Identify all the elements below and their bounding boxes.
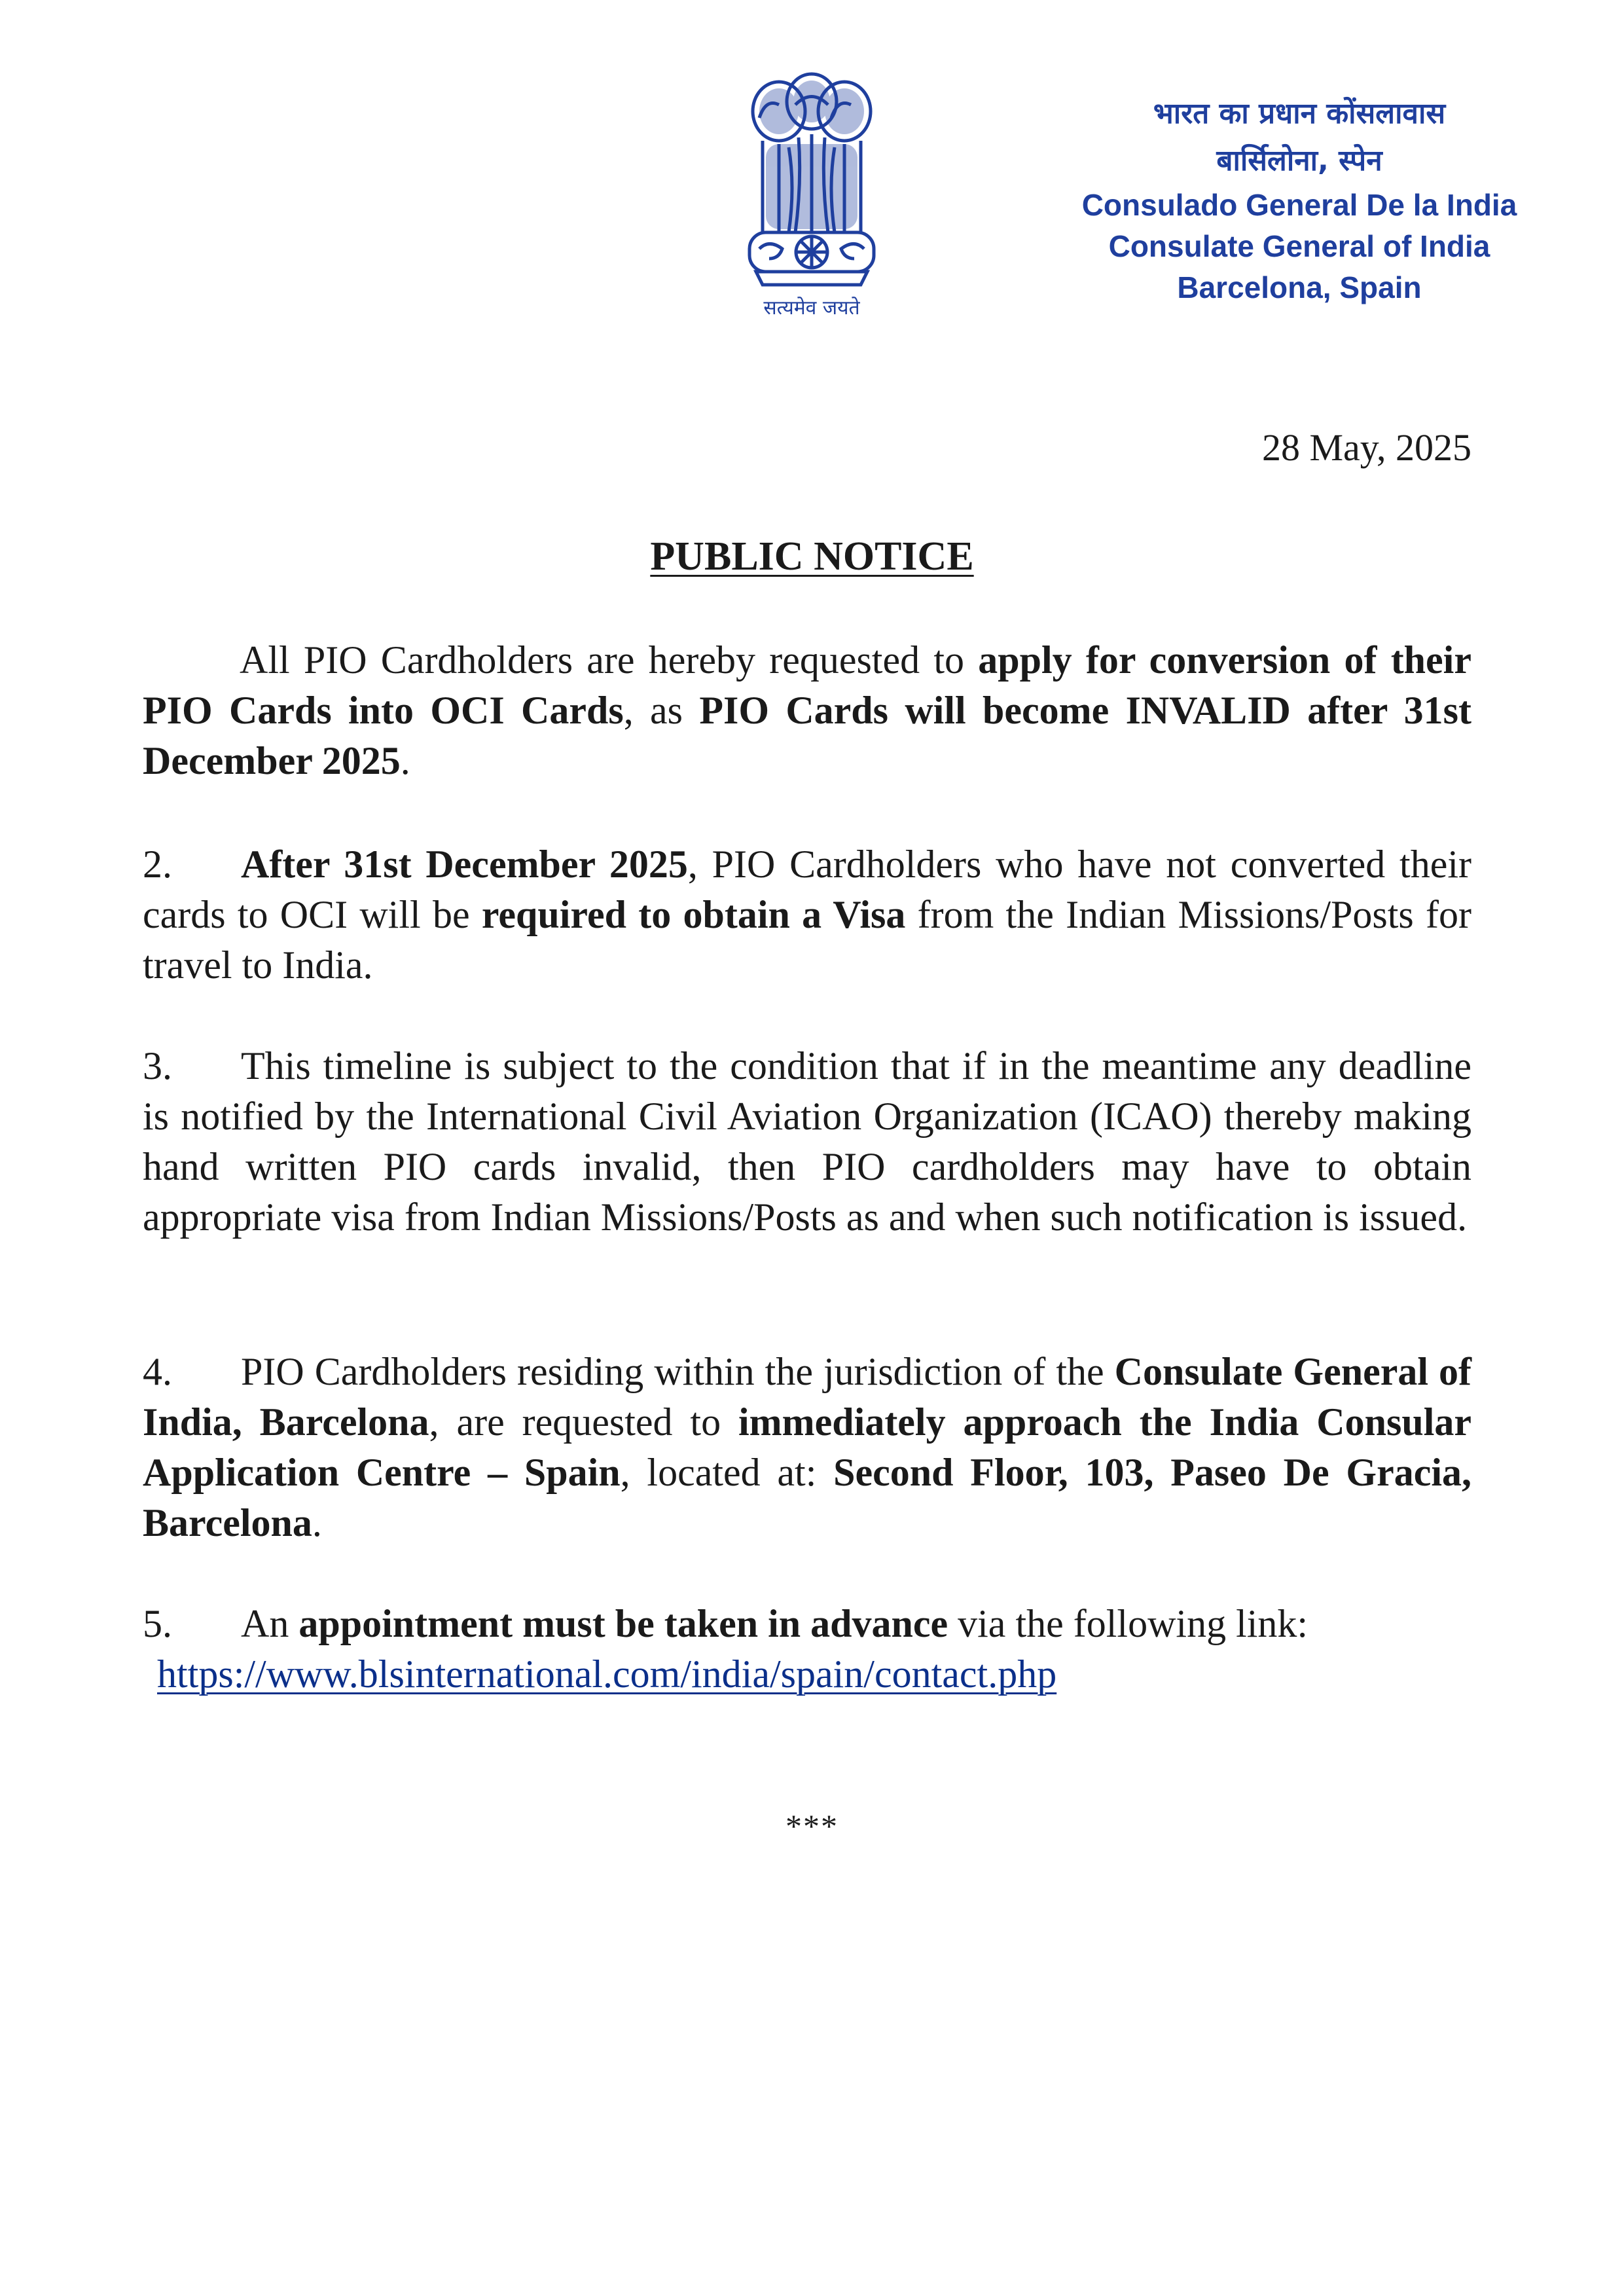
paragraph-2: [143, 839, 1471, 991]
p1-bold-2: PIO Cards will become INVALID after 31st December 2025: [143, 689, 1471, 782]
lion-capital-icon: [733, 72, 890, 314]
p4-text-1: PIO Cardholders residing within the jurisdiction of the: [241, 1350, 1115, 1393]
p2-text-2: from the Indian Missions/Posts for travel to India.: [143, 893, 1471, 987]
p5-text-2: via the following link:: [948, 1602, 1308, 1645]
paragraph-3: [143, 1041, 1471, 1243]
closing-marks: ***: [785, 1808, 839, 1844]
p1-bold-1: apply for conversion of their PIO Cards into OCI Cards: [143, 638, 1471, 732]
paragraph-5: [143, 1599, 1471, 1700]
letterhead-hindi-line2: बार्सिलोना, स्पेन: [1216, 144, 1382, 177]
paragraph-4: [143, 1347, 1471, 1548]
p4-bold-2: immediately approach the India Consular Application Centre – Spain: [143, 1400, 1471, 1494]
p5-bold-1: appointment must be taken in advance: [298, 1602, 948, 1645]
letterhead-spanish: Consulado General De la India: [1081, 188, 1517, 222]
p1-text-1: All PIO Cardholders are hereby requested to: [240, 638, 979, 682]
p5-number: 5.: [143, 1602, 172, 1645]
bls-appointment-link[interactable]: https://www.blsinternational.com/india/spain/contact.php: [157, 1652, 1057, 1696]
paragraph-1: [143, 635, 1471, 786]
p2-bold-1: After 31st December 2025: [241, 843, 688, 886]
p4-bold-1: Consulate General of India, Barcelona: [143, 1350, 1471, 1444]
letterhead-city: Barcelona, Spain: [1177, 270, 1422, 304]
p2-bold-2: required to obtain a Visa: [481, 893, 906, 936]
p4-text-4: .: [312, 1501, 322, 1544]
p4-number: 4.: [143, 1350, 172, 1393]
letterhead: [1021, 90, 1578, 308]
letterhead-english: Consulate General of India: [1108, 229, 1490, 263]
p3-text-1: This timeline is subject to the condition that if in the meantime any deadline is notified by the International Civil Aviation Organization (ICAO) thereby making hand written PIO cards invalid, then PIO cardholders may have to obtain appropriate visa from Indian Missions/Posts as and when such notification is issued.: [143, 1044, 1471, 1239]
page-title: [0, 534, 1624, 580]
p4-text-2: , are requested to: [429, 1400, 739, 1444]
letterhead-hindi-line1: भारत का प्रधान कोंसलावास: [1153, 97, 1446, 130]
notice-date: 28 May, 2025: [1261, 426, 1471, 469]
p3-number: 3.: [143, 1044, 172, 1087]
emblem-motto: सत्यमेव जयते: [763, 297, 860, 319]
p2-number: 2.: [143, 843, 172, 886]
p4-text-3: , located at:: [620, 1451, 834, 1494]
national-emblem: [733, 72, 890, 334]
p5-text-1: An: [241, 1602, 299, 1645]
p2-text-1: , PIO Cardholders who have not converted their cards to OCI will be: [143, 843, 1471, 936]
page-title-text: PUBLIC NOTICE: [650, 534, 974, 579]
p4-bold-3: Second Floor, 103, Paseo De Gracia, Barcelona: [143, 1451, 1472, 1544]
p1-text-3: .: [400, 739, 410, 782]
p1-text-2: , as: [623, 689, 700, 732]
